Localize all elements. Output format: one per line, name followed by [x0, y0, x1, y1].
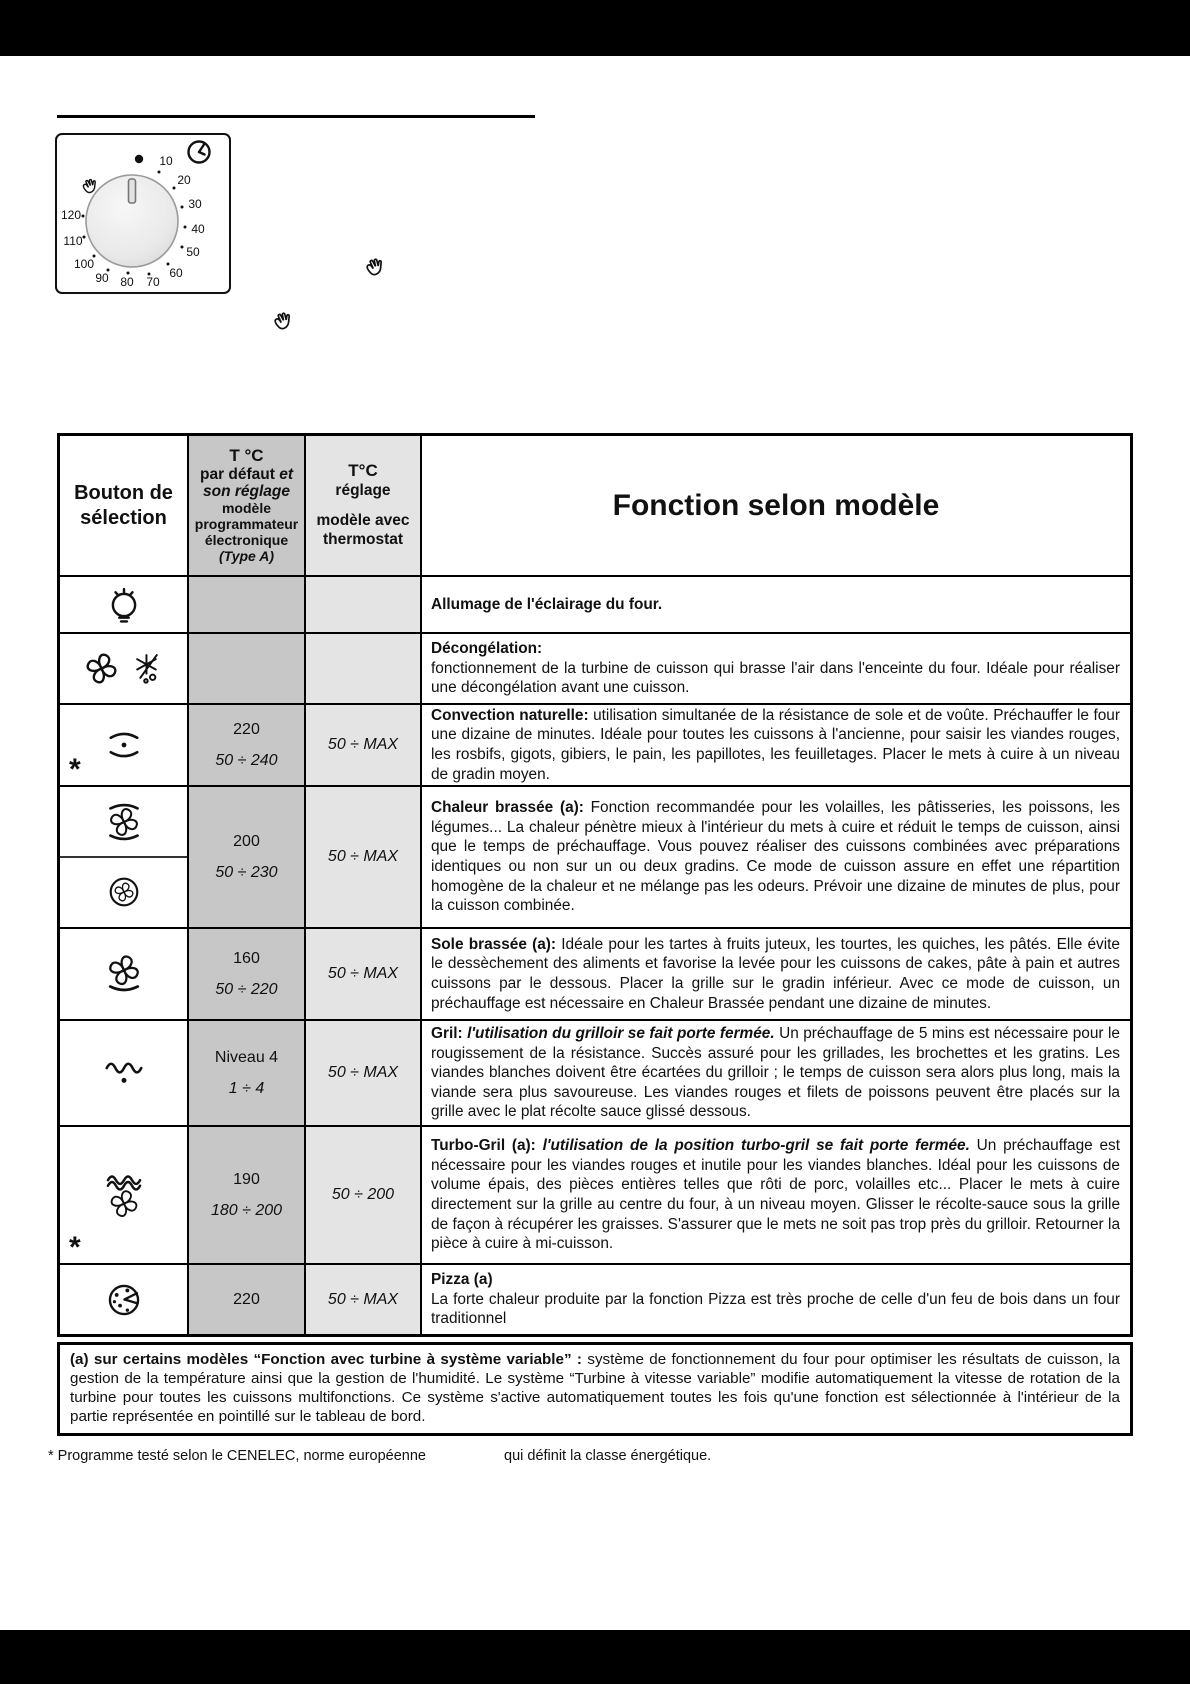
header-temp-default: T °C par défaut et son réglage modèle programmateur électronique (Type A) [194, 446, 299, 564]
svg-text:40: 40 [191, 222, 205, 236]
default-temp: Niveau 4 [214, 1048, 279, 1066]
table-row [60, 1263, 1130, 1334]
thermostat-range: 50 ÷ MAX [327, 848, 399, 865]
temp-range: 50 ÷ 240 [215, 751, 278, 769]
grill-icon [103, 1057, 145, 1089]
dial-zero-dot [135, 155, 143, 163]
timer-dial [55, 133, 231, 294]
dial-indicator [129, 179, 136, 203]
cenelec-footnote: * Programme testé selon le CENELEC, norme européenne qui définit la classe énergétique. [48, 1448, 712, 1464]
svg-text:50: 50 [186, 245, 200, 259]
thermostat-range: 50 ÷ MAX [327, 1064, 399, 1081]
function-description: Turbo-Gril (a): l'utilisation de la position turbo-gril se fait porte fermée. Un préchauffage est nécessaire pour les viandes rouges et inutile pour les viandes blanches. Idéal pour les cuissons de volume épais, des pièces entières telles que rôti de porc, volailles etc... Placer le mets à cuire directement sur la grille au centre du four, à un niveau moyen. Glisser le récolte-sauce sous la grille de façon à récupérer les graisses. S'assurer que le mets ne soit pas trop près du grilloir. Retourner la pièce à cuire à mi-cuisson. [431, 1137, 1120, 1253]
header-temp-thermostat: T°C réglage modèle avec thermostat [316, 461, 410, 548]
header-selection-button: Bouton de sélection [74, 481, 173, 529]
table-header-row [60, 436, 1130, 575]
thermostat-range: 50 ÷ MAX [327, 736, 399, 753]
pizza-icon [106, 1282, 142, 1318]
table-row [60, 575, 1130, 632]
function-description: Décongélation: fonctionnement de la turbine de cuisson qui brasse l'air dans l'enceinte du four. Idéale pour réaliser une décongélation avant une cuisson. [431, 640, 1120, 697]
oven-lamp-icon [107, 587, 141, 623]
fan-bottom-heat-icon [104, 954, 144, 994]
thermostat-range: 50 ÷ MAX [327, 965, 399, 982]
temp-range: 1 ÷ 4 [228, 1079, 265, 1097]
cenelec-star: * [69, 1231, 81, 1264]
section-rule [57, 115, 535, 118]
table-row [60, 703, 1130, 785]
svg-text:100: 100 [73, 257, 95, 271]
svg-text:110: 110 [63, 234, 83, 248]
defrost-icon [132, 653, 163, 684]
svg-text:90: 90 [95, 271, 109, 285]
table-row [60, 1125, 1130, 1263]
default-temp: 190 [233, 1170, 260, 1188]
thermostat-range: 50 ÷ MAX [327, 1290, 399, 1308]
default-temp: 220 [233, 720, 260, 738]
turbo-grill-icon [103, 1171, 145, 1219]
hand-icon [270, 308, 297, 335]
fan-icon [85, 652, 118, 685]
svg-text:20: 20 [177, 173, 191, 187]
function-description: Gril: l'utilisation du grilloir se fait porte fermée. Un préchauffage de 5 mins est nécessaire pour le rougissement de la résistance. Succès assuré pour les grillades, les brochettes et les gratins. Les viandes blanches doivent être écartées du grilloir ; le temps de cuisson sera alors plus long, mais la viande sera plus savoureuse. Les viandes rouges et filets de poissons peuvent être placés sur la grille avec le plat récolte sauce glissé dessous. [431, 1025, 1120, 1121]
table-row [60, 927, 1130, 1019]
temp-range: 50 ÷ 230 [215, 863, 278, 881]
hand-icon [362, 254, 389, 281]
table-row [60, 632, 1130, 703]
svg-text:120: 120 [60, 208, 82, 222]
default-temp: 160 [233, 949, 260, 967]
function-description: Sole brassée (a): Idéale pour les tartes à fruits juteux, les tourtes, les quiches, les pâtés. Elle évite le dessèchement des aliments et favorise la levée pour les cuissons de cakes, pâte à pain et autres cuissons par le dessous. Placer la grille sur le gradin inférieur. Avec ce mode de cuisson, un préchauffage est nécessaire en Chaleur Brassée pendant une dizaine de minutes. [431, 935, 1120, 1012]
svg-text:70: 70 [146, 275, 160, 287]
table-row [60, 1019, 1130, 1125]
svg-text:10: 10 [159, 154, 173, 168]
function-description: Chaleur brassée (a): Fonction recommandée pour les volailles, les pâtisseries, les poissons, les légumes... La chaleur pénètre mieux à l'intérieur du mets à cuire et réduit le temps de cuisson, ainsi que le temps de préchauffage. Vous pouvez réaliser des cuissons combinées avec préparations identiques ou non sur un ou deux gradins. Ce mode de cuisson assure en effet une répartition homogène de la chaleur et ne mélange pas les odeurs. Prévoir une dizaine de minutes de plus, pour la cuisson combinée. [431, 799, 1120, 915]
function-description: Pizza (a) La forte chaleur produite par la fonction Pizza est très proche de celle d'un feu de bois dans un four traditionnel [431, 1271, 1120, 1328]
default-temp: 200 [233, 832, 260, 850]
temp-range: 180 ÷ 200 [210, 1201, 283, 1219]
natural-convection-icon [104, 727, 144, 763]
header-function-title: Fonction selon modèle [612, 488, 940, 522]
function-description: Convection naturelle: utilisation simultanée de la résistance de sole et de voûte. Préchauffer le four une dizaine de minutes. Idéale pour toutes les cuissons à l'ancienne, pour saisir les viandes rouges, les rosbifs, gigots, gibiers, le pain, les papillotes, les feuilletages. Placer le mets à cuire à un niveau de gradin moyen. [431, 706, 1120, 783]
table-row [60, 785, 1130, 927]
default-temp: 220 [233, 1290, 260, 1308]
timer-dial-graphic [57, 135, 224, 287]
thermostat-range: 50 ÷ 200 [331, 1186, 395, 1203]
functions-table [57, 433, 1133, 1337]
bottom-black-bar [0, 1630, 1190, 1684]
footnote-a-box: (a) sur certains modèles “Fonction avec turbine à système variable” : système de fonctionnement du four pour optimiser les résultats de cuisson, la gestion de la température ainsi que la gestion de l'humidité. Le système “Turbine à vitesse variable” modifie automatiquement la vitesse de rotation de la turbine pour toutes les cuissons multifonctions. Ce système s'active automatiquement toutes les fois qu'une fonction est sélectionnée à l'intérieur de la partie représentée en pointillé sur le tableau de bord. [57, 1342, 1133, 1436]
temp-range: 50 ÷ 220 [215, 980, 278, 998]
fan-circled-icon [107, 875, 141, 909]
fan-bracketed-icon [104, 801, 144, 843]
clock-icon [189, 142, 210, 163]
svg-text:60: 60 [169, 266, 183, 280]
function-description: Allumage de l'éclairage du four. [431, 595, 663, 613]
svg-text:80: 80 [120, 275, 134, 287]
top-black-bar [0, 0, 1190, 56]
hand-icon [83, 180, 95, 193]
svg-text:30: 30 [188, 197, 202, 211]
cenelec-star: * [69, 753, 81, 786]
